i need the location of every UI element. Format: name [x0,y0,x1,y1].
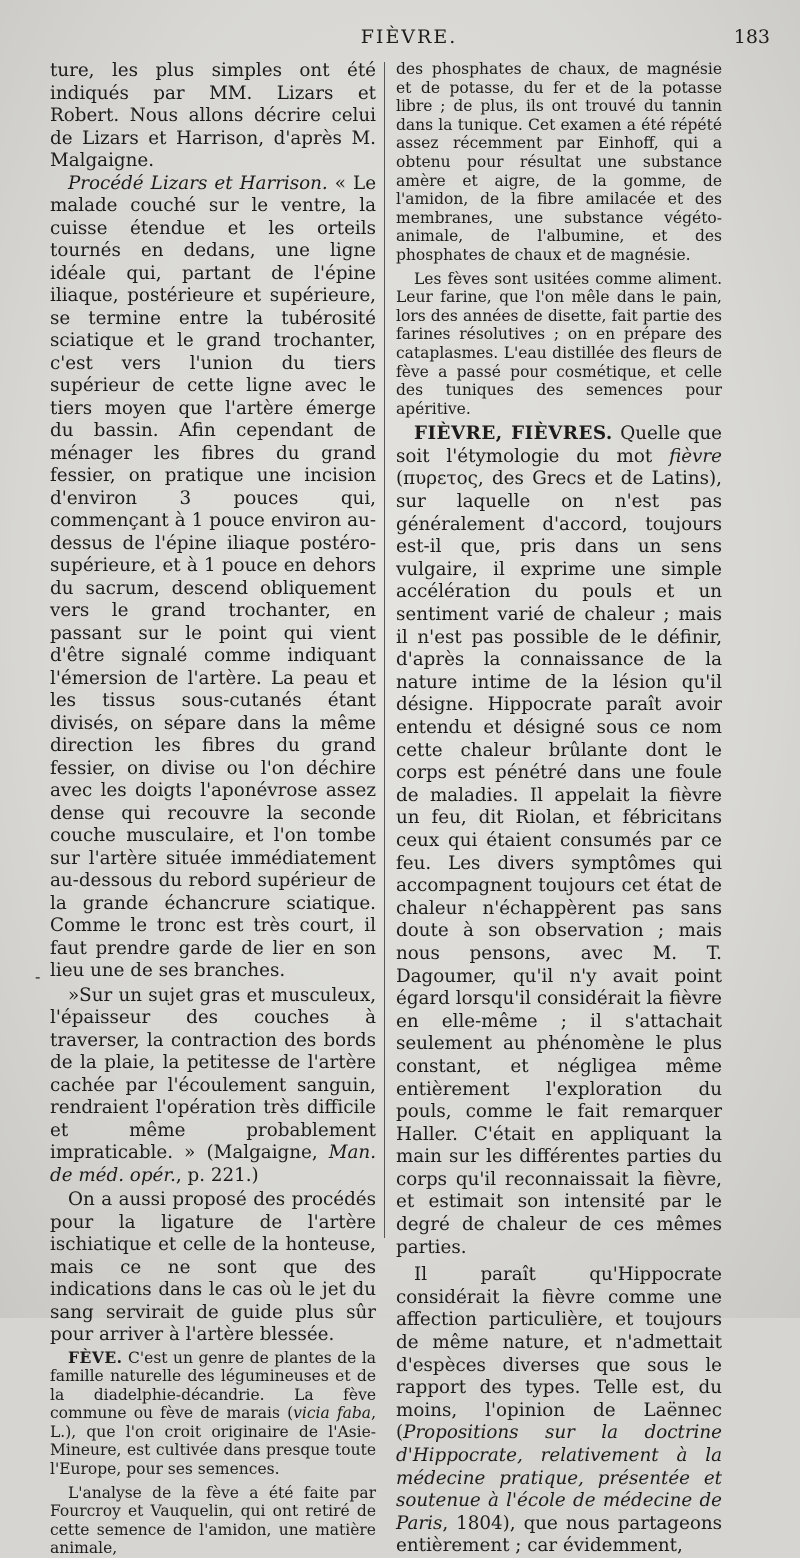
paragraph-feve-analysis-cont: des phosphates de chaux, de magnésie et de potasse, du fer et de la potasse libre ; de plus, ils ont trouvé du tannin dans la tunique. Cet examen a été répété assez récemment par Einhoff, qui a obtenu pour résultat une substance amère et aigre, de la gomme, de l'amidon, de la fibre amilacée et des membranes, une substance végéto-animale, de l'albumine, et des phosphates de chaux et de magnésie. [396,60,722,264]
paragraph-feve-uses: Les fèves sont usitées comme aliment. Leur farine, que l'on mêle dans le pain, lors des années de disette, fait partie des farines résolutives ; on en prépare des cataplasmes. L'eau distillée des fleurs de fève a passé pour cosmétique, et celle des tuniques des semences pour apéritive. [396,269,722,418]
column-divider [384,62,385,1238]
paragraph-procedure: Procédé Lizars et Harrison. « Le malade couché sur le ventre, la cuisse étendue et les orteils tournés en dedans, une ligne idéale qui, partant de l'épine iliaque, postérieure et supérieure, se termine entre la tubérosité sciatique et le grand trochanter, c'est vers l'union du tiers supérieur de cette ligne avec le tiers moyen que l'artère émerge du bassin. Afin cependant de ménager les fibres du grand fessier, on pratique une incision d'environ 3 pouces qui, commençant à 1 pouce environ au-dessus de l'épine iliaque postéro-supérieure, et à 1 pouce en dehors du sacrum, descend obliquement vers le grand trochanter, en passant sur le point qui vient d'être signalé comme indiquant l'émersion de l'artère. La peau et les tissus sous-cutanés étant divisés, on sépare dans la même direction les fibres du grand fessier, on divise ou l'on déchire avec les doigts l'aponévrose assez dense qui recouvre la seconde couche musculaire, et l'on tombe sur l'artère située immédiatement au-dessous du rebord supérieur de la grande échancrure sciatique. Comme le tronc est très court, il faut prendre garde de lier en son lieu une de ses branches. [50,172,377,981]
paragraph-feve-analysis: L'analyse de la fève a été faite par Fourcroy et Vauquelin, qui ont retiré de cette semence de l'amidon, une matière animale, [50,1483,376,1558]
latin-name: vicia faba [293,1404,372,1423]
paragraph-hippocrate: Il paraît qu'Hippocrate considérait la fièvre comme une affection particulière, et toujours de même nature, et n'admettait d'espèces diverses que sous le rapport des types. Telle est, du moins, l'opinion de Laënnec (Propositions sur la doctrine d'Hippocrate, relativement à la médecine pratique, présentée et soutenue à l'école de médecine de Paris, 1804), que nous partageons entièrement ; car évidemment, [396,1264,722,1557]
running-head [48,26,770,52]
procedure-label: Procédé Lizars et Harrison. [68,172,328,194]
term-fievre: fièvre [669,445,722,467]
greek-term: (πυρετος [396,468,478,490]
margin-mark: - [35,967,41,986]
citation-laennec: Propositions sur la doctrine d'Hippocrate, relativement à la médecine pratique, présentée et soutenue à l'école de médecine de Paris [396,1422,722,1534]
right-column [396,60,722,1558]
entry-headword-fievre: FIÈVRE, FIÈVRES. [414,423,613,445]
paragraph-quote-end: »Sur un sujet gras et musculeux, l'épaisseur des couches à traverser, la contraction des bords de la plaie, la petitesse de l'artère cachée par l'écoulement sanguin, rendraient l'opération très difficile et même probablement impraticable. » (Malgaigne, Man. de méd. opér., p. 221.) [50,984,376,1186]
paragraph-continuation: ture, les plus simples ont été indiqués par MM. Lizars et Robert. Nous allons décrire celui de Lizars et Harrison, d'après M. Malgaigne. [50,60,376,171]
paragraph-other-procedures: On a aussi proposé des procédés pour la ligature de l'artère ischiatique et celle de la honteuse, mais ce ne sont que des indications dans le cas où le jet du sang servirait de guide plus sûr pour arriver à l'artère blessée. [50,1189,376,1345]
page-number: 183 [733,26,770,48]
citation-title: Man. de méd. opér. [50,1142,376,1186]
entry-feve: FÈVE. C'est un genre de plantes de la famille naturelle des légumineuses et de la diadelphie-décandrie. La fève commune ou fève de marais (vicia faba, L.), que l'on croit originaire de l'Asie-Mineure, est cultivée dans presque toute l'Europe, pour ses semences. [50,1347,376,1479]
left-column [50,60,376,1558]
running-title: FIÈVRE. [360,26,458,48]
entry-headword-feve: FÈVE. [68,1347,123,1367]
entry-fievre: FIÈVRE, FIÈVRES. Quelle que soit l'étymologie du mot fièvre (πυρετος, des Grecs et de Latins), sur laquelle on n'est pas généralement d'accord, toujours est-il que, pris dans un sens vulgaire, il exprime une simple accélération du pouls et un sentiment varié de chaleur ; mais il n'est pas possible de le définir, d'après la connaissance de la nature intime de la lésion qu'il désigne. Hippocrate paraît avoir entendu et désigné sous ce nom cette chaleur brûlante dont le corps est pénétré dans une foule de maladies. Il appelait la fièvre un feu, dit Riolan, et fébricitans ceux qui étaient consumés par ce feu. Les divers symptômes qui accompagnent toujours cet état de chaleur n'échappèrent pas sans doute à son observation ; mais nous pensons, avec M. T. Dagoumer, qu'il n'y avait point égard lorsqu'il considérait la fièvre en elle-même ; il s'attachait seulement au phénomène le plus constant, et négligea même entièrement l'exploration du pouls, comme le fait remarquer Haller. C'était en appliquant la main sur les différentes parties du corps qu'il reconnaissait la fièvre, et estimait son intensité par le degré de chaleur de ces mêmes parties. [396,423,722,1258]
